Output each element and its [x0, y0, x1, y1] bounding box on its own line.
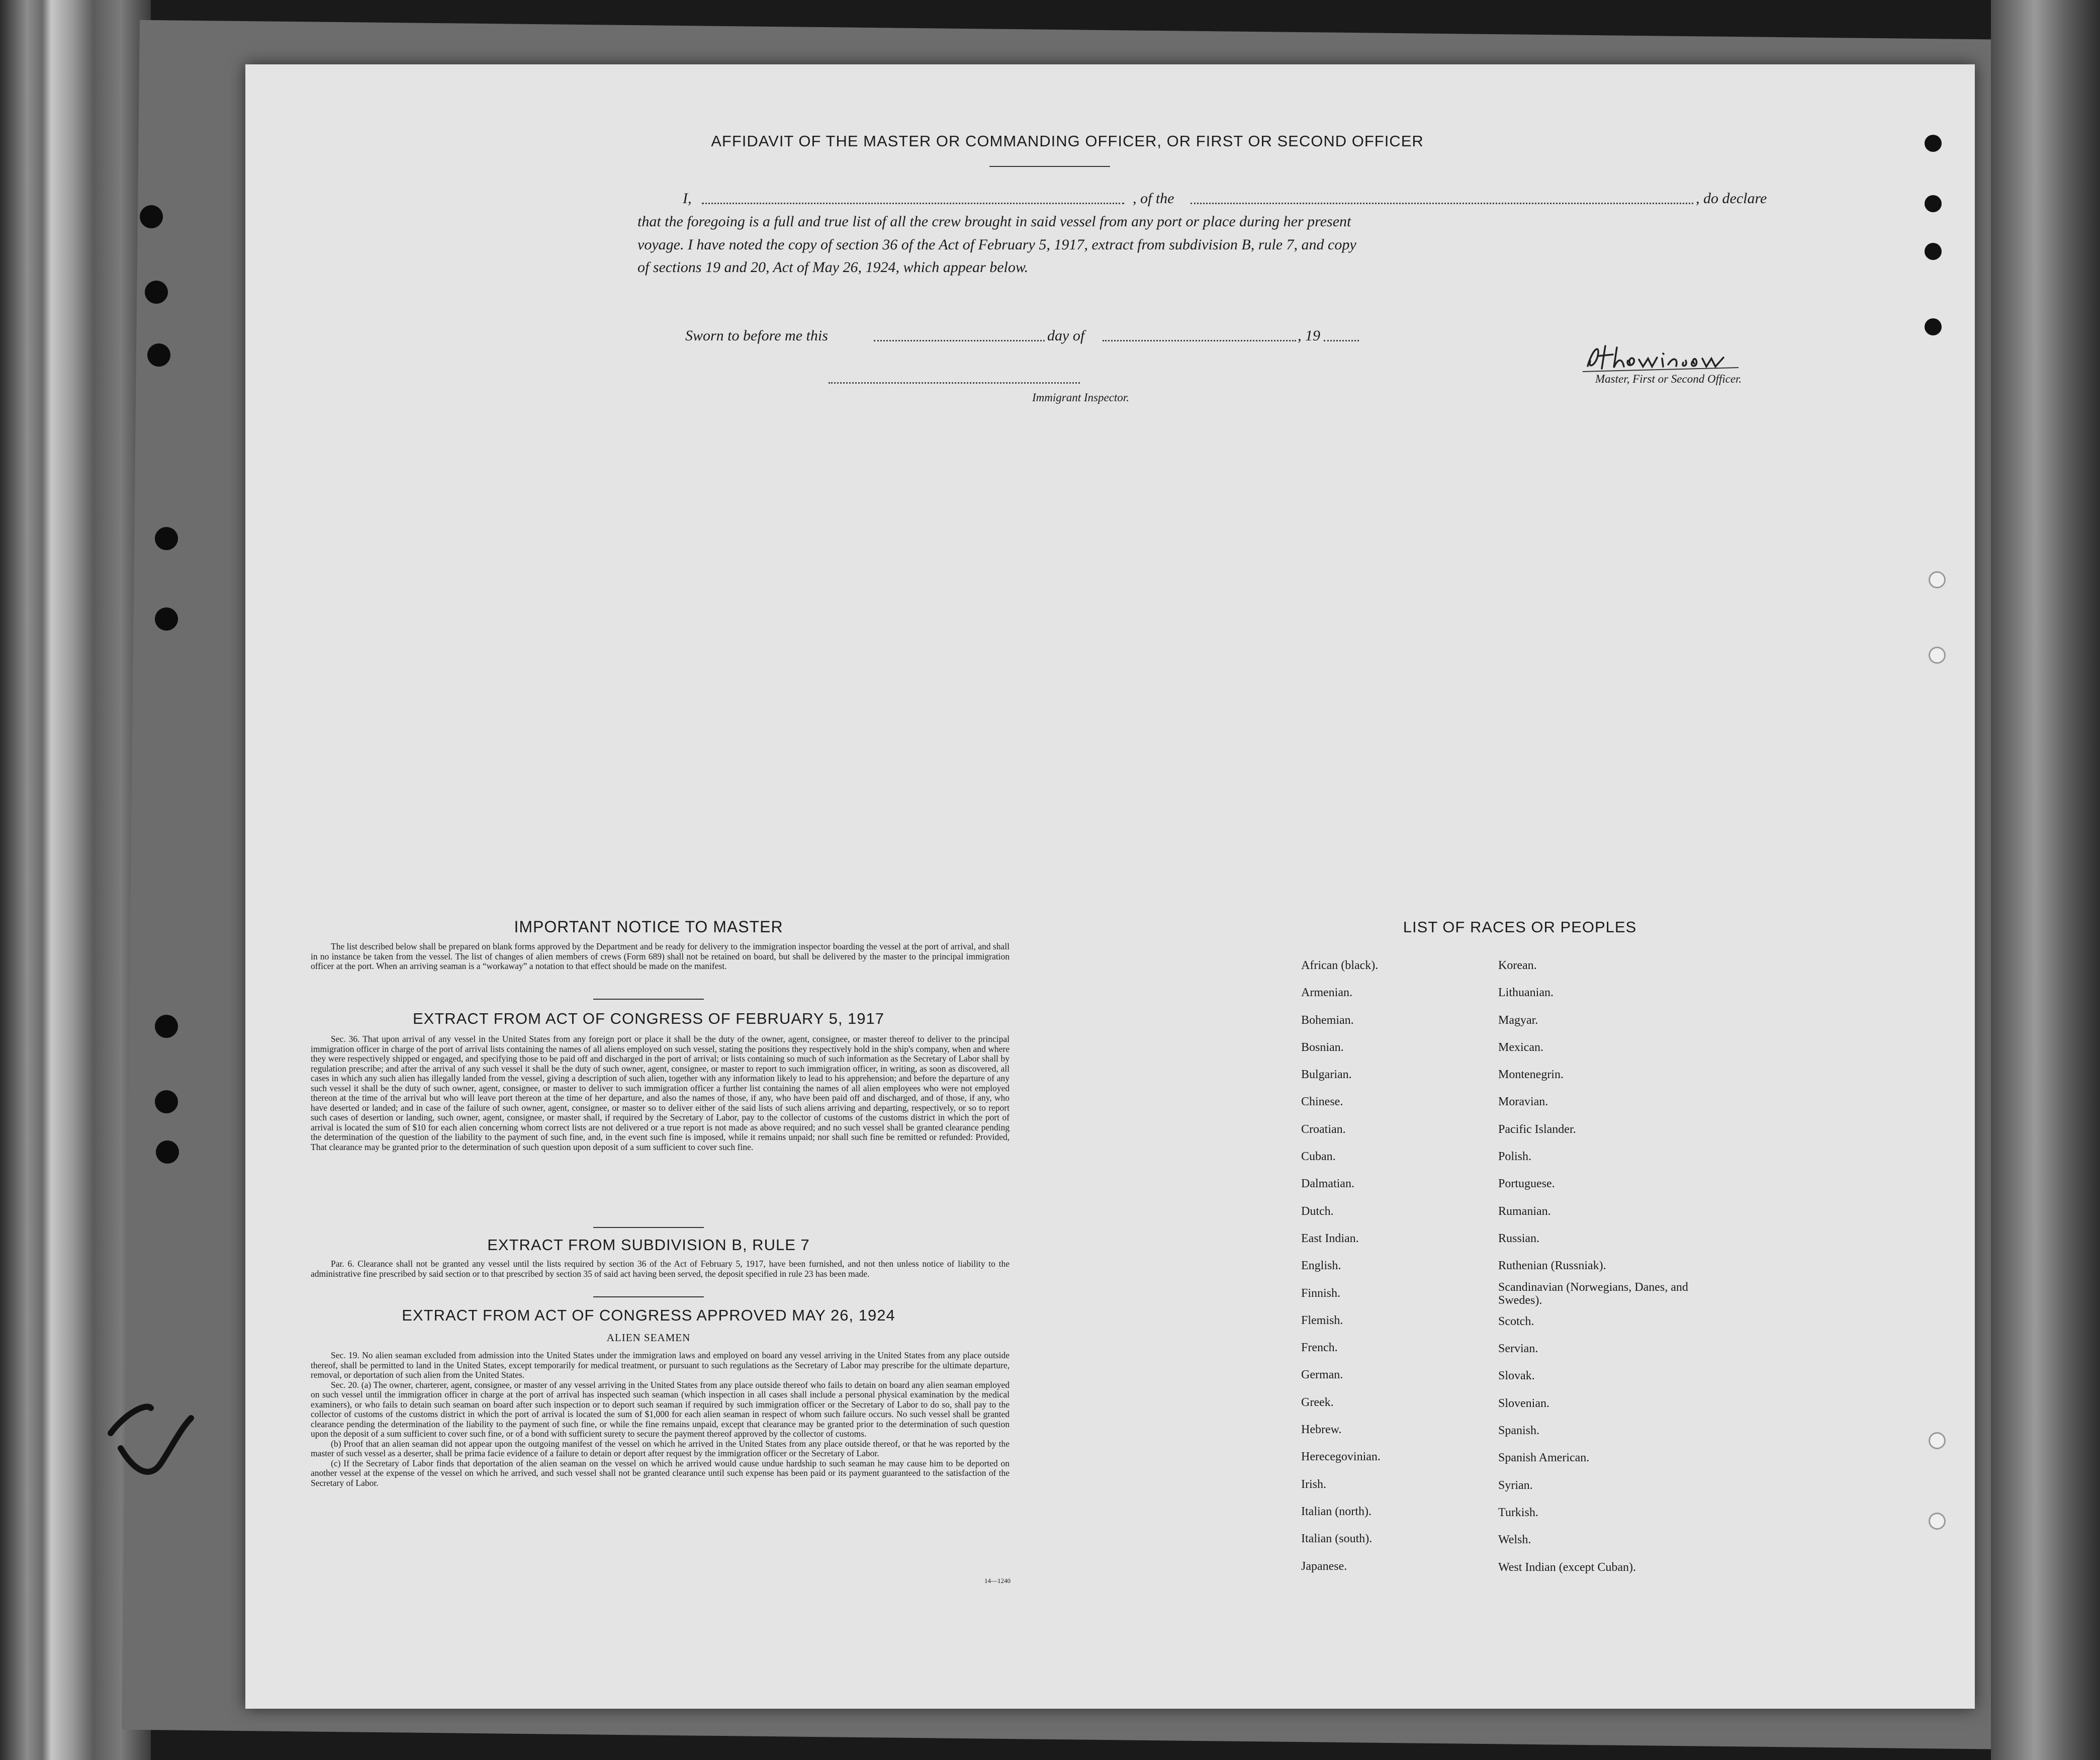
race-item: Dutch.	[1301, 1204, 1334, 1218]
race-item: Polish.	[1498, 1150, 1532, 1164]
day-of-label: day of	[1047, 327, 1085, 344]
divider	[593, 1296, 704, 1297]
race-item: Pacific Islander.	[1498, 1122, 1576, 1136]
race-item: Russian.	[1498, 1231, 1540, 1245]
race-item: Bulgarian.	[1301, 1068, 1352, 1082]
handwritten-mark-icon	[90, 1373, 221, 1504]
race-item: Finnish.	[1301, 1286, 1341, 1300]
punch-hole-icon	[1929, 1432, 1946, 1449]
race-item: Welsh.	[1498, 1533, 1531, 1547]
race-item: Korean.	[1498, 959, 1537, 972]
race-item: Italian (north).	[1301, 1505, 1372, 1518]
race-item: Herecegovinian.	[1301, 1450, 1381, 1464]
race-item: Portuguese.	[1498, 1177, 1555, 1191]
punch-hole-icon	[155, 527, 178, 550]
form-number: 14—1240	[984, 1577, 1011, 1585]
do-declare-label: , do declare	[1696, 190, 1767, 207]
year-blank	[1324, 340, 1359, 341]
race-item: Slovak.	[1498, 1369, 1535, 1383]
race-item: Lithuanian.	[1498, 986, 1554, 1000]
race-item: Spanish American.	[1498, 1451, 1590, 1465]
race-item: Dalmatian.	[1301, 1177, 1354, 1191]
race-item: Cuban.	[1301, 1150, 1336, 1164]
right-edge	[1991, 0, 2100, 1760]
notice-body: The list described below shall be prepared on blank forms approved by the Department and be ready for delivery to the immigration inspector boarding the vessel at the port of arrival, and shall in no instance be taken from the vessel. The list of changes of alien members of crews (Form 689) shall not be retained on board, but shall be delivered by the master to the principal immigration officer at the port. When an arriving seaman is a “workaway” a notation to that effect should be made on the manifest.	[311, 941, 1010, 971]
rule-7-body: Par. 6. Clearance shall not be granted any vessel until the lists required by section 36 of the Act of February 5, 1917, have been furnished, and not then unless notice of liability to the administrative fine prescribed by said section or to that prescribed by section 35 of said act having been served, the deposit specified in rule 23 has been made.	[311, 1259, 1010, 1279]
rule-7-heading: EXTRACT FROM SUBDIVISION B, RULE 7	[487, 1236, 810, 1254]
race-item: Bohemian.	[1301, 1013, 1354, 1027]
affidavit-line-2: that the foregoing is a full and true list of all the crew brought in said vessel from any port or place during her present	[637, 213, 1351, 230]
affidavit-line-3: voyage. I have noted the copy of section 36 of the Act of February 5, 1917, extract from subdivision B, rule 7, and copy	[637, 236, 1356, 253]
race-item: Montenegrin.	[1498, 1068, 1564, 1082]
year-prefix: , 19	[1298, 327, 1320, 344]
name-blank	[702, 203, 1124, 204]
inspector-caption: Immigrant Inspector.	[1032, 391, 1129, 404]
punch-hole-icon	[1925, 195, 1942, 212]
document-page	[245, 64, 1975, 1709]
race-item: Flemish.	[1301, 1313, 1343, 1327]
race-item: Japanese.	[1301, 1559, 1347, 1573]
extract-1917-heading: EXTRACT FROM ACT OF CONGRESS OF FEBRUARY 5, 1917	[412, 1010, 885, 1027]
race-item: French.	[1301, 1341, 1338, 1355]
divider	[593, 1227, 704, 1228]
divider	[593, 999, 704, 1000]
race-item: Turkish.	[1498, 1506, 1538, 1519]
i-label: I,	[683, 190, 692, 207]
affidavit-line-1	[683, 188, 1849, 210]
races-right-column	[1498, 952, 1719, 1581]
alien-seamen-subheading: ALIEN SEAMEN	[606, 1332, 691, 1344]
punch-hole-icon	[147, 343, 170, 367]
affidavit-heading: AFFIDAVIT OF THE MASTER OR COMMANDING OFFICER, OR FIRST OR SECOND OFFICER	[711, 132, 1424, 150]
punch-hole-icon	[155, 1015, 178, 1038]
punch-hole-icon	[1925, 318, 1942, 335]
race-item: German.	[1301, 1368, 1343, 1382]
punch-hole-icon	[155, 607, 178, 631]
races-left-column	[1301, 952, 1381, 1580]
day-blank	[874, 340, 1045, 341]
race-item: Magyar.	[1498, 1013, 1538, 1027]
races-heading: LIST OF RACES OR PEOPLES	[1403, 918, 1637, 936]
race-item: Moravian.	[1498, 1095, 1548, 1109]
race-item: Mexican.	[1498, 1040, 1543, 1054]
race-item: Greek.	[1301, 1395, 1334, 1409]
race-item: Chinese.	[1301, 1095, 1343, 1109]
race-item: Ruthenian (Russniak).	[1498, 1259, 1606, 1273]
master-signature	[1578, 338, 1744, 374]
race-item: Croatian.	[1301, 1122, 1346, 1136]
race-item: Spanish.	[1498, 1424, 1540, 1438]
punch-hole-icon	[145, 281, 168, 304]
punch-hole-icon	[155, 1090, 178, 1113]
of-the-label: , of the	[1133, 190, 1174, 207]
punch-hole-icon	[1925, 243, 1942, 260]
extract-1924-heading: EXTRACT FROM ACT OF CONGRESS APPROVED MAY 26, 1924	[402, 1306, 895, 1324]
sworn-prefix: Sworn to before me this	[685, 327, 828, 344]
sworn-line	[685, 325, 1389, 347]
vessel-blank	[1191, 203, 1693, 204]
extract-1924-body: Sec. 19. No alien seaman excluded from admission into the United States under the immigration laws and employed on board any vessel arriving in the United States from any place outside thereof, shall be permitted to land in the United States, except temporarily for medical treatment, or pursuant to such regulations as the Secretary of Labor may prescribe for the ultimate departure, removal, or deportation of such alien from the United States. Sec. 20. (a) The owner, charterer, agent, consignee, or master of any vessel arriving in the United States from any place outside thereof who fails to detain on board any alien seaman employed on such vessel until the immigration officer in charge at the port of arrival has inspected such seaman (which inspection in all cases shall include a personal physical examination by the medical examiners), or who fails to detain such seaman on board after such inspection or to deport such seaman if required by such immigration officer or the Secretary of Labor to do so, shall pay to the collector of customs of the customs district in which the port of arrival is located the sum of $1,000 for each alien seaman in respect of whom such failure occurs. No such vessel shall be granted clearance pending the determination of the liability to the payment of such fine, or while the fine remains unpaid, except that clearance may be granted prior to the determination of such question upon the deposit of a sum sufficient to cover such fine, or of a bond with sufficient surety to secure the payment thereof approved by the collector of customs. (b) Proof that an alien seaman did not appear upon the outgoing manifest of the vessel on which he arrived in the United States from any place outside thereof, or that he was reported by the master of such vessel as a deserter, shall be prima facie evidence of a failure to detain or deport after request by the immigration officer or the Secretary of Labor. (c) If the Secretary of Labor finds that deportation of the alien seaman on the vessel on which he arrived would cause undue hardship to such seaman he may cause him to be deported on another vessel at the expense of the vessel on which he arrived, and such vessel shall not be granted clearance until such expense has been paid or its payment guaranteed to the satisfaction of the Secretary of Labor.	[311, 1350, 1010, 1488]
punch-hole-icon	[1925, 135, 1942, 152]
extract-1917-body: Sec. 36. That upon arrival of any vessel in the United States from any foreign port or place it shall be the duty of the owner, agent, consignee, or master thereof to deliver to the principal immigration officer in charge of the port of arrival lists containing the names of all aliens employed on such vessel, stating the positions they respectively hold in the ship's company, when and where they were respectively shipped or engaged, and specifying those to be paid off and discharged in the port of arrival; or lists containing so much of such information as the Secretary of Labor shall by regulation prescribe; and after the arrival of any such vessel it shall be the duty of such owner, agent, consignee, or master to report to such immigration officer, in writing, as soon as discovered, all cases in which any such alien has illegally landed from the vessel, giving a description of such alien, together with any information likely to lead to his apprehension; and before the departure of any such vessel it shall be the duty of such owner, agent, consignee, or master to deliver to such immigration officer a further list containing the names of all alien employees who were not employed thereon at the time of the arrival but who will leave port thereon at the time of her departure, and also the names of those, if any, who have been paid off and discharged, and of those, if any, who have deserted or landed; and in case of the failure of such owner, agent, consignee, or master so to deliver either of the said lists of such aliens arriving and departing, respectively, or so to report such cases of desertion or landing, such owner, agent, consignee, or master shall, if required by the Secretary of Labor, pay to the collector of customs of the customs district in which the port of arrival is located the sum of $10 for each alien concerning whom correct lists are not delivered or a true report is not made as above required; and no such vessel shall be granted clearance pending the determination of the question of the liability to the payment of such fine, and, in the event such fine is imposed, while it remains unpaid; nor shall such fine be remitted or refunded: Provided, That clearance may be granted prior to the determination of such question upon deposit of a sum sufficient to cover such fine.	[311, 1034, 1010, 1152]
punch-hole-icon	[1929, 1513, 1946, 1530]
punch-hole-icon	[156, 1140, 179, 1164]
race-item: Hebrew.	[1301, 1423, 1342, 1437]
punch-hole-icon	[1929, 571, 1946, 588]
punch-hole-icon	[1929, 647, 1946, 664]
signature-caption: Master, First or Second Officer.	[1595, 373, 1742, 385]
race-item: Bosnian.	[1301, 1040, 1344, 1054]
affidavit-line-4: of sections 19 and 20, Act of May 26, 1924, which appear below.	[637, 259, 1029, 276]
inspector-signature-blank	[829, 382, 1080, 384]
race-item: Rumanian.	[1498, 1204, 1551, 1218]
punch-hole-icon	[140, 205, 163, 228]
race-item: Scandinavian (Norwegians, Danes, and Swedes).	[1498, 1280, 1688, 1307]
race-item: Armenian.	[1301, 986, 1352, 1000]
race-item: East Indian.	[1301, 1231, 1359, 1245]
race-item: West Indian (except Cuban).	[1498, 1560, 1636, 1574]
race-item: Scotch.	[1498, 1314, 1534, 1328]
race-item: Italian (south).	[1301, 1532, 1373, 1546]
race-item: Syrian.	[1498, 1478, 1533, 1492]
race-item: Irish.	[1301, 1477, 1326, 1491]
race-item: English.	[1301, 1259, 1341, 1273]
notice-heading: IMPORTANT NOTICE TO MASTER	[514, 918, 783, 936]
race-item: Servian.	[1498, 1342, 1538, 1356]
month-blank	[1103, 340, 1296, 341]
race-item: Slovenian.	[1498, 1396, 1549, 1410]
divider	[989, 166, 1110, 167]
race-item: African (black).	[1301, 959, 1379, 972]
